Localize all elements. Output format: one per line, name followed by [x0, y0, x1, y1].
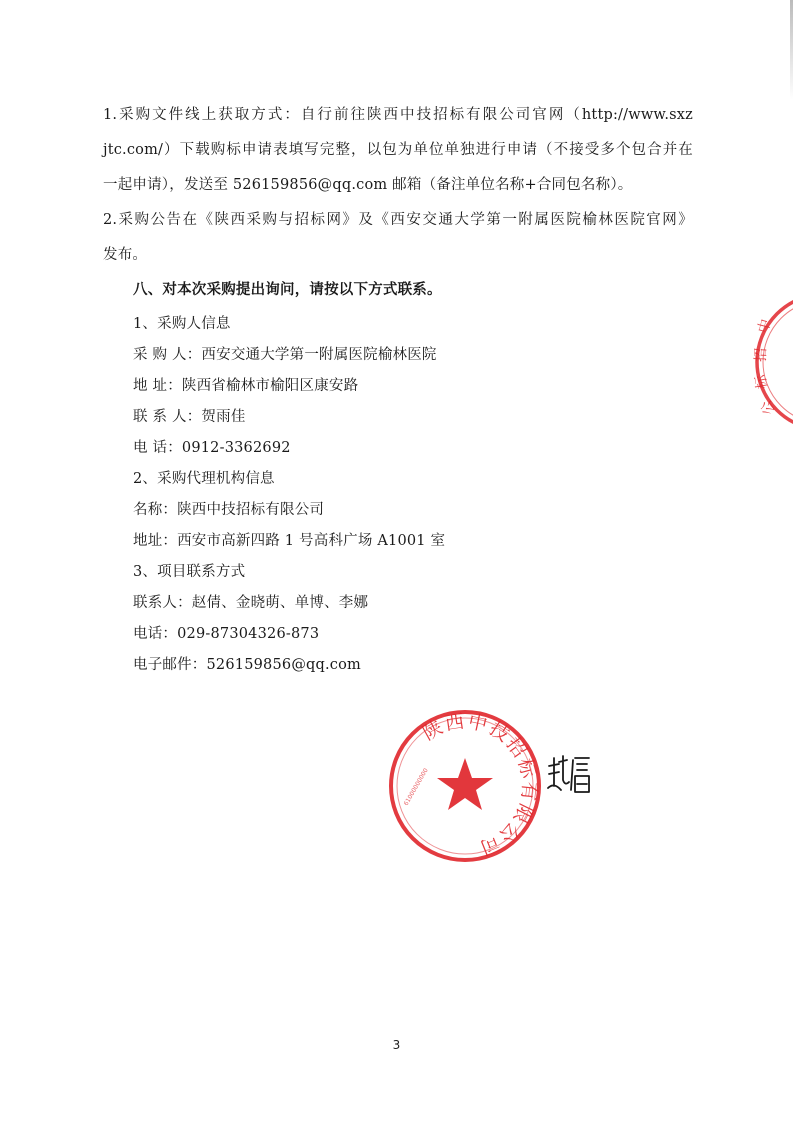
purchaser-info-title: 1、采购人信息 — [133, 316, 231, 332]
svg-text:61000000000: 61000000000 — [402, 767, 430, 807]
project-contact-title: 3、项目联系方式 — [133, 564, 246, 580]
purchaser-contact: 联 系 人：贺雨佳 — [133, 409, 246, 425]
project-contacts: 联系人：赵倩、金晓萌、单博、李娜 — [133, 595, 369, 611]
company-seal-stamp — [385, 706, 545, 866]
agency-info-title: 2、采购代理机构信息 — [133, 471, 275, 487]
paragraph-1-line-1: 1.采购文件线上获取方式：自行前往陕西中技招标有限公司官网（http://www.sxz — [103, 107, 693, 123]
project-email: 电子邮件：526159856@qq.com — [133, 657, 362, 673]
svg-text:陕西中技招标有限公司: 陕西中技招标有限公司 — [419, 710, 541, 860]
project-phone: 电话：029-87304326-873 — [133, 626, 320, 642]
paragraph-1-line-3: 一起申请），发送至 526159856@qq.com 邮箱（备注单位名称+合同包名称）。 — [103, 177, 633, 193]
handwritten-signature — [545, 752, 595, 798]
purchaser-address: 地 址：陕西省榆林市榆阳区康安路 — [133, 378, 359, 394]
section-8-heading: 八、对本次采购提出询问，请按以下方式联系。 — [133, 281, 442, 298]
purchaser-name: 采 购 人：西安交通大学第一附属医院榆林医院 — [133, 347, 437, 363]
svg-text:招: 招 — [753, 347, 770, 363]
paragraph-1-line-2: jtc.com/）下载购标申请表填写完整，以包为单位单独进行申请（不接受多个包合并在 — [103, 142, 693, 158]
paragraph-2-line-2: 发布。 — [103, 247, 148, 263]
svg-text:公: 公 — [758, 397, 779, 418]
svg-text:标: 标 — [752, 373, 771, 391]
paragraph-2-line-1: 2.采购公告在《陕西采购与招标网》及《西安交通大学第一附属医院榆林医院官网》 — [103, 212, 693, 228]
svg-text:中: 中 — [755, 317, 775, 336]
agency-name: 名称：陕西中技招标有限公司 — [133, 502, 325, 518]
agency-address: 地址：西安市高新四路 1 号高科广场 A1001 室 — [133, 533, 446, 549]
purchaser-phone: 电 话：0912-3362692 — [133, 440, 291, 456]
page-number: 3 — [392, 1038, 401, 1052]
edge-seal-stamp — [745, 292, 793, 442]
